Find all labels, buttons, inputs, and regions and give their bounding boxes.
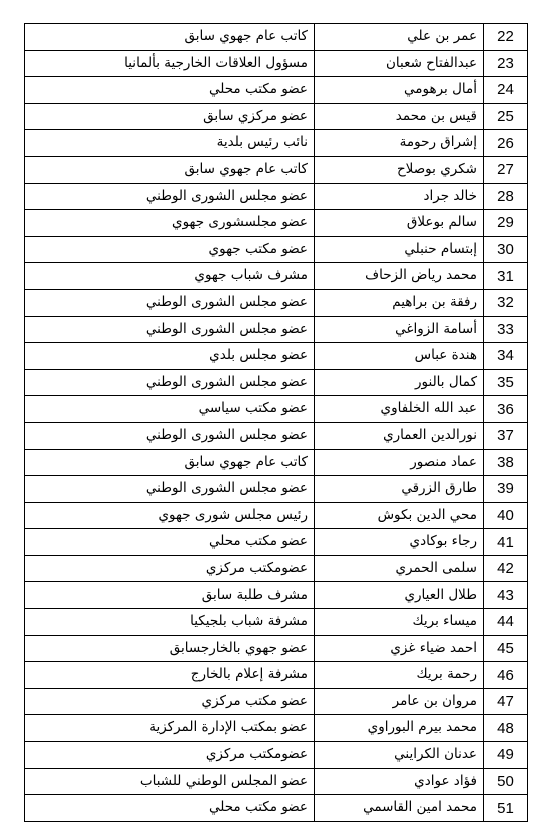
member-role: مشرفة شباب بلجيكيا [25,609,315,636]
table-row [25,555,528,582]
member-name: هندة عباس [315,343,484,370]
row-number: 24 [484,77,528,104]
member-role: عضو بمكتب الإدارة المركزية [25,715,315,742]
table-row [25,183,528,210]
member-name: طلال العياري [315,582,484,609]
member-role: عضو مكتب محلي [25,77,315,104]
member-name: عمر بن علي [315,24,484,51]
member-name: أسامة الزواغي [315,316,484,343]
row-number: 27 [484,156,528,183]
row-number: 25 [484,103,528,130]
member-name: محمد امين القاسمي [315,795,484,822]
member-role: عضومكتب مركزي [25,555,315,582]
member-role: كاتب عام جهوي سابق [25,24,315,51]
row-number: 41 [484,529,528,556]
member-role: عضو مكتب محلي [25,529,315,556]
member-role: عضو مكتب محلي [25,795,315,822]
member-role: مشرفة إعلام بالخارج [25,662,315,689]
row-number: 33 [484,316,528,343]
table-row [25,582,528,609]
table-row [25,369,528,396]
member-role: عضومكتب مركزي [25,742,315,769]
row-number: 32 [484,289,528,316]
table-row [25,50,528,77]
table-row [25,742,528,769]
member-role: مشرف شباب جهوي [25,263,315,290]
table-row [25,103,528,130]
member-name: رجاء بوكادي [315,529,484,556]
member-role: عضو مكتب مركزي [25,688,315,715]
member-role: كاتب عام جهوي سابق [25,156,315,183]
member-role: عضو مجلس الشورى الوطني [25,422,315,449]
row-number: 37 [484,422,528,449]
table-row [25,609,528,636]
member-name: كمال بالنور [315,369,484,396]
table-row [25,210,528,237]
member-name: سالم بوعلاق [315,210,484,237]
member-name: ميساء بريك [315,609,484,636]
member-name: محي الدين بكوش [315,502,484,529]
row-number: 36 [484,396,528,423]
member-role: عضو مكتب جهوي [25,236,315,263]
member-role: عضو مجلس الشورى الوطني [25,289,315,316]
member-role: رئيس مجلس شورى جهوي [25,502,315,529]
member-name: سلمى الحمري [315,555,484,582]
table-row [25,768,528,795]
member-name: قيس بن محمد [315,103,484,130]
table-row [25,289,528,316]
member-name: فؤاد عوادي [315,768,484,795]
member-role: عضو مكتب سياسي [25,396,315,423]
member-role: كاتب عام جهوي سابق [25,449,315,476]
table-row [25,130,528,157]
row-number: 49 [484,742,528,769]
row-number: 35 [484,369,528,396]
member-role: عضو مجلس الشورى الوطني [25,369,315,396]
row-number: 44 [484,609,528,636]
member-name: طارق الزرقي [315,476,484,503]
member-name: عبد الله الخلفاوي [315,396,484,423]
member-name: محمد رياض الزحاف [315,263,484,290]
table-row [25,263,528,290]
member-name: إبتسام حنبلي [315,236,484,263]
member-role: عضو مجلس بلدي [25,343,315,370]
member-name: نورالدين العماري [315,422,484,449]
member-role: عضو مركزي سابق [25,103,315,130]
row-number: 42 [484,555,528,582]
table-row [25,795,528,822]
table-row [25,316,528,343]
member-role: نائب رئيس بلدية [25,130,315,157]
row-number: 38 [484,449,528,476]
row-number: 45 [484,635,528,662]
member-name: رحمة بريك [315,662,484,689]
row-number: 34 [484,343,528,370]
table-row [25,529,528,556]
member-role: عضو مجلس الشورى الوطني [25,183,315,210]
row-number: 39 [484,476,528,503]
table-row [25,396,528,423]
table-row [25,662,528,689]
member-name: أمال برهومي [315,77,484,104]
row-number: 31 [484,263,528,290]
row-number: 48 [484,715,528,742]
members-table [24,23,528,822]
member-name: محمد بيرم البوراوي [315,715,484,742]
row-number: 29 [484,210,528,237]
member-name: عبدالفتاح شعبان [315,50,484,77]
member-name: احمد ضياء غزي [315,635,484,662]
table-row [25,449,528,476]
row-number: 47 [484,688,528,715]
row-number: 26 [484,130,528,157]
table-row [25,422,528,449]
row-number: 30 [484,236,528,263]
member-name: خالد جراد [315,183,484,210]
member-role: عضو المجلس الوطني للشباب [25,768,315,795]
row-number: 22 [484,24,528,51]
member-name: شكري بوصلاح [315,156,484,183]
member-name: إشراق رحومة [315,130,484,157]
table-row [25,635,528,662]
table-row [25,343,528,370]
row-number: 40 [484,502,528,529]
row-number: 51 [484,795,528,822]
member-role: مشرف طلبة سابق [25,582,315,609]
member-role: عضو مجلسشورى جهوي [25,210,315,237]
table-row [25,156,528,183]
table-row [25,236,528,263]
table-row [25,715,528,742]
member-name: عدنان الكرايني [315,742,484,769]
row-number: 46 [484,662,528,689]
member-name: مروان بن عامر [315,688,484,715]
member-name: عماد منصور [315,449,484,476]
member-role: عضو جهوي بالخارجسابق [25,635,315,662]
member-role: مسؤول العلاقات الخارجية بألمانيا [25,50,315,77]
row-number: 43 [484,582,528,609]
member-role: عضو مجلس الشورى الوطني [25,316,315,343]
row-number: 23 [484,50,528,77]
member-role: عضو مجلس الشورى الوطني [25,476,315,503]
row-number: 50 [484,768,528,795]
table-row [25,688,528,715]
table-row [25,502,528,529]
table-row [25,77,528,104]
table-row [25,24,528,51]
table-row [25,476,528,503]
members-table-body [25,24,528,822]
row-number: 28 [484,183,528,210]
member-name: رفقة بن براهيم [315,289,484,316]
